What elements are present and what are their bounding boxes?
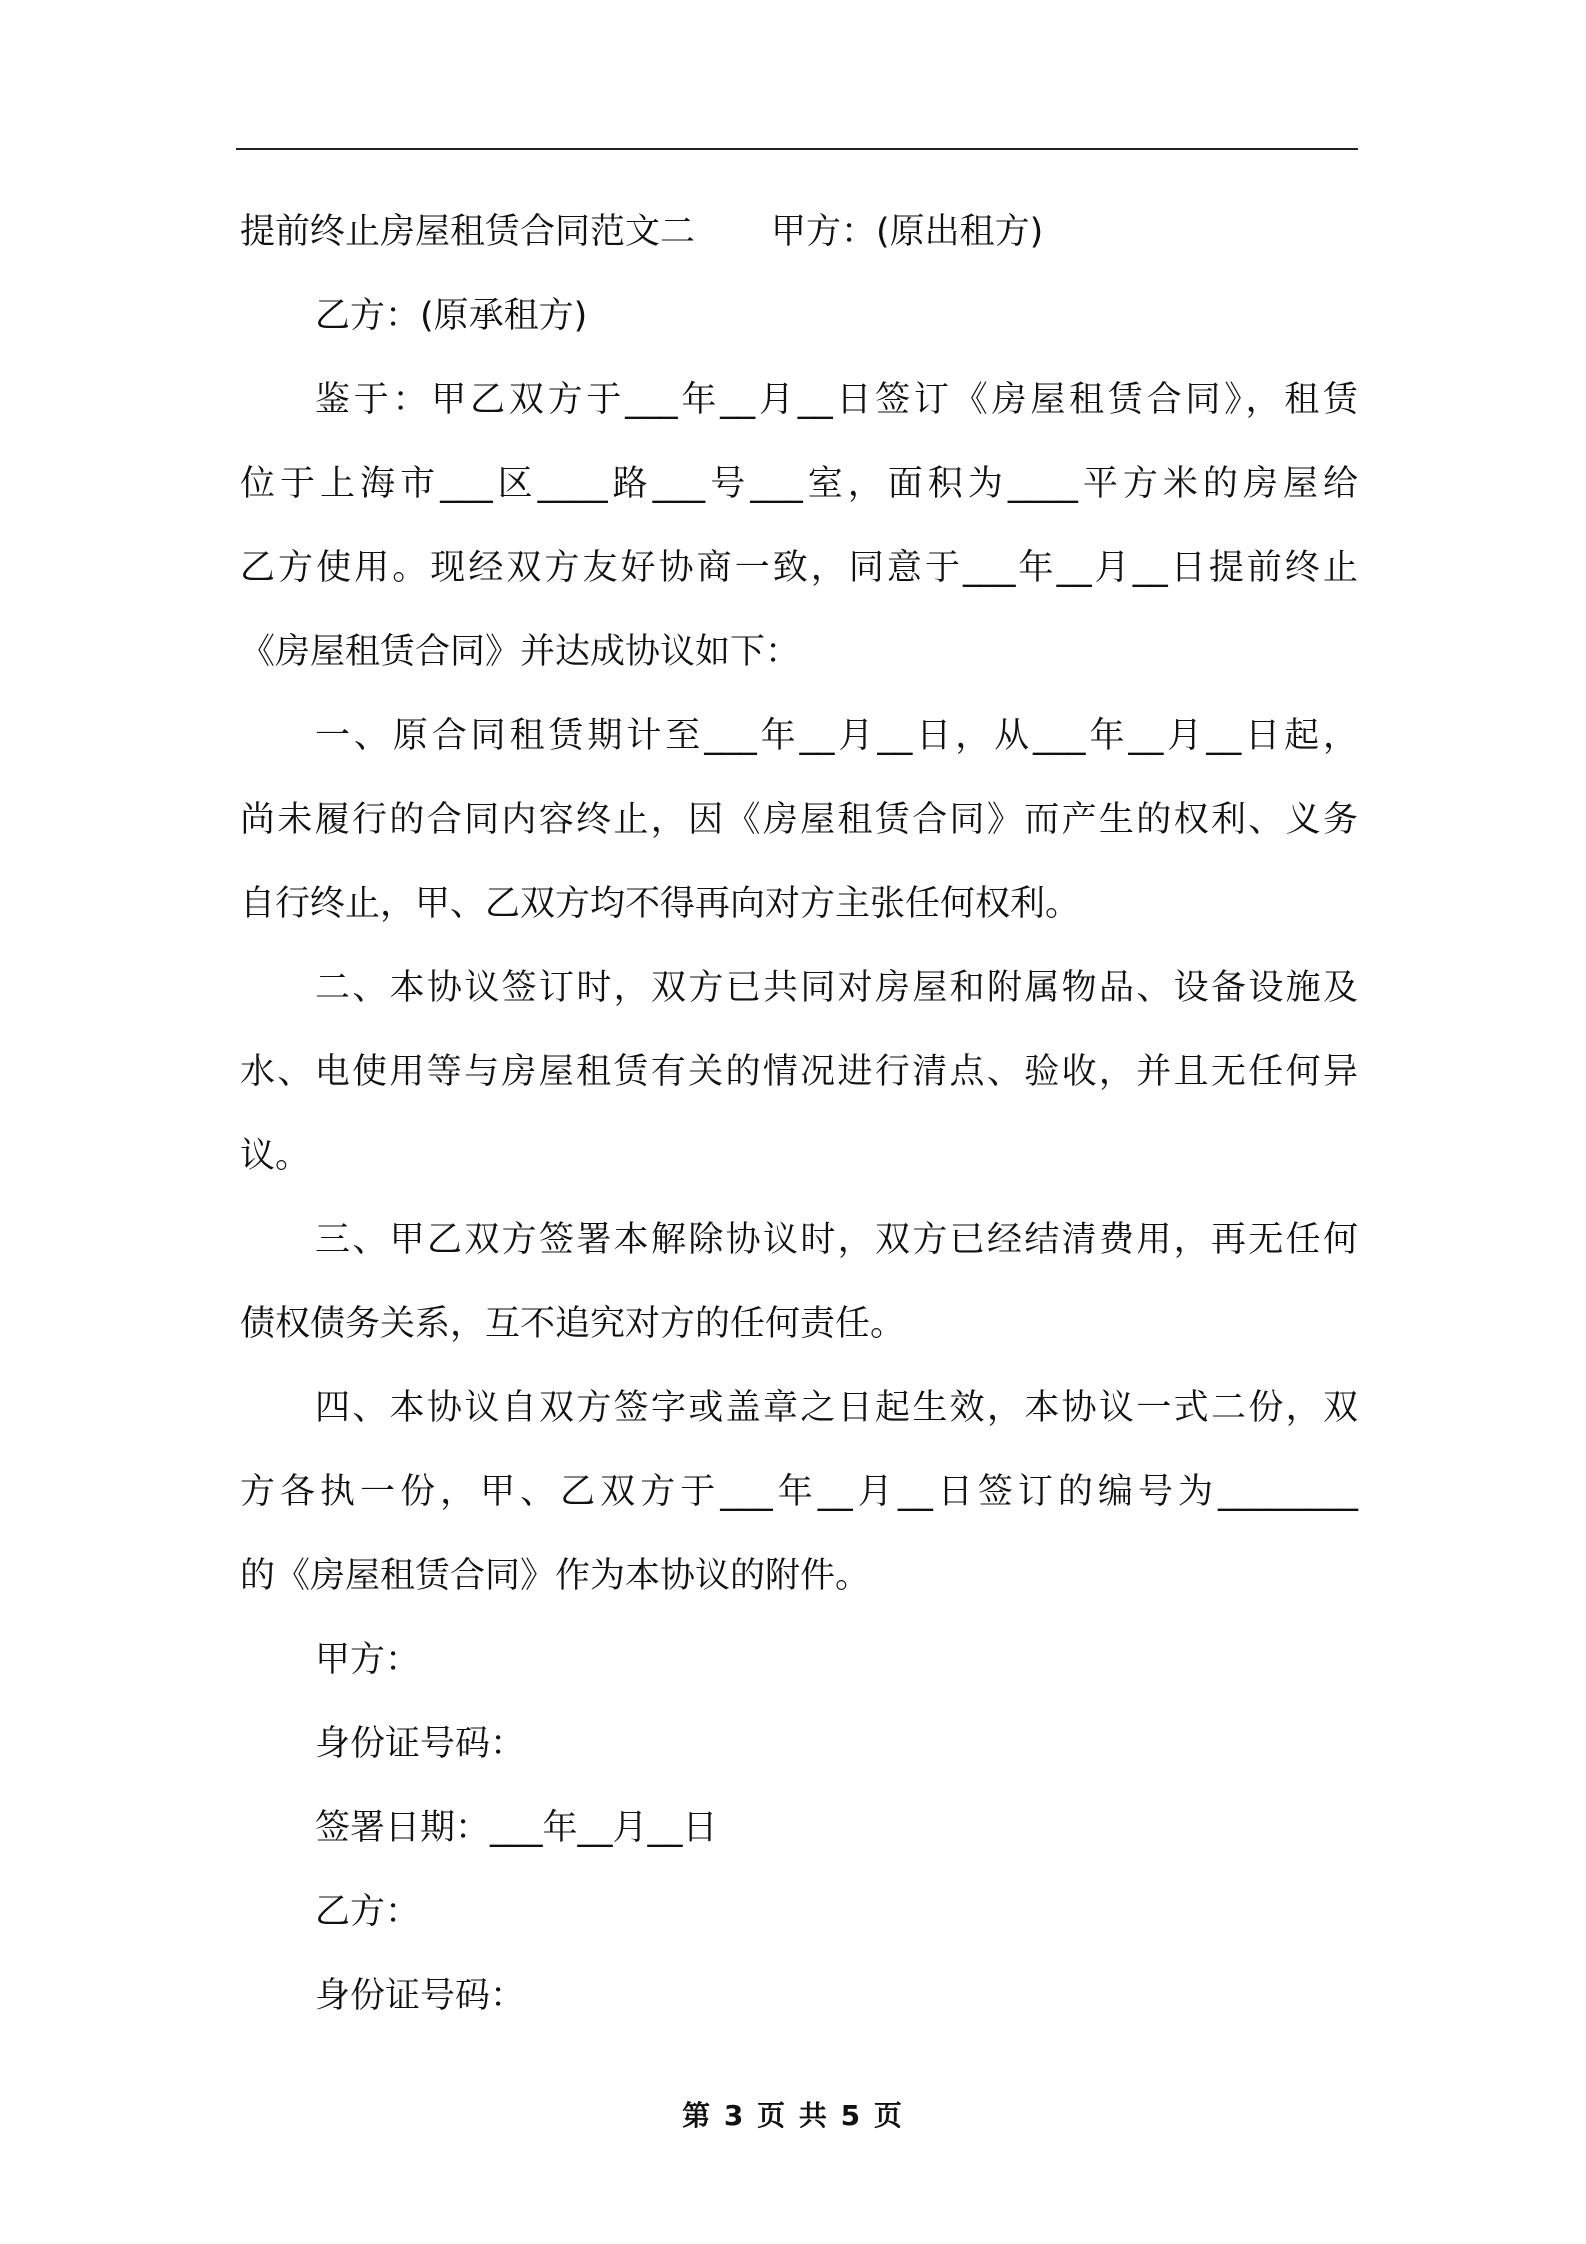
signing-date-label: 签署日期：___年__月__日 [315,1808,718,1848]
clause-4-line-3: 的《房屋租赁合同》作为本协议的附件。 [240,1556,871,1596]
party-a-id-number-label: 身份证号码： [315,1724,526,1764]
clause-2-line-3: 议。 [240,1136,311,1176]
title-line [240,190,1358,274]
recital-line-2: 位于上海市___区____路___号___室，面积为____平方米的房屋给 [240,464,1358,504]
clause-2-line-2: 水、电使用等与房屋租赁有关的情况进行清点、验收，并且无任何异 [240,1052,1358,1092]
clause-3-line-2: 债权债务关系，互不追究对方的任何责任。 [240,1304,906,1344]
clause-3-line-1: 三、甲乙双方签署本解除协议时，双方已经结清费用，再无任何 [315,1220,1358,1260]
clause-1-line-2: 尚未履行的合同内容终止，因《房屋租赁合同》而产生的权利、义务 [240,800,1358,840]
recital-line-4: 《房屋租赁合同》并达成协议如下： [240,632,801,672]
page-number-footer: 第 3 页 共 5 页 [682,2099,904,2132]
document-body [240,190,1358,2038]
clause-1-line-1: 一、原合同租赁期计至___年__月__日，从___年__月__日起， [315,716,1358,756]
party-a-original-lessor: 甲方：(原出租方) [771,212,1044,252]
party-a-signature-label: 甲方： [315,1640,421,1680]
recital-line-3: 乙方使用。现经双方友好协商一致，同意于___年__月__日提前终止 [240,548,1358,588]
header-rule [236,148,1358,150]
recital-line-1: 鉴于：甲乙双方于___年__月__日签订《房屋租赁合同》，租赁 [315,380,1358,420]
document-title: 提前终止房屋租赁合同范文二 [240,212,696,252]
party-b-line: 乙方：(原承租方) [315,296,588,336]
clause-2-line-1: 二、本协议签订时，双方已共同对房屋和附属物品、设备设施及 [315,968,1358,1008]
clause-4-line-1: 四、本协议自双方签字或盖章之日起生效，本协议一式二份，双 [315,1388,1358,1428]
party-b-id-number-label: 身份证号码： [315,1976,526,2016]
clause-4-line-2: 方各执一份，甲、乙双方于___年__月__日签订的编号为________ [240,1472,1358,1512]
party-b-signature-label: 乙方： [315,1892,421,1932]
clause-1-line-3: 自行终止，甲、乙双方均不得再向对方主张任何权利。 [240,884,1081,924]
